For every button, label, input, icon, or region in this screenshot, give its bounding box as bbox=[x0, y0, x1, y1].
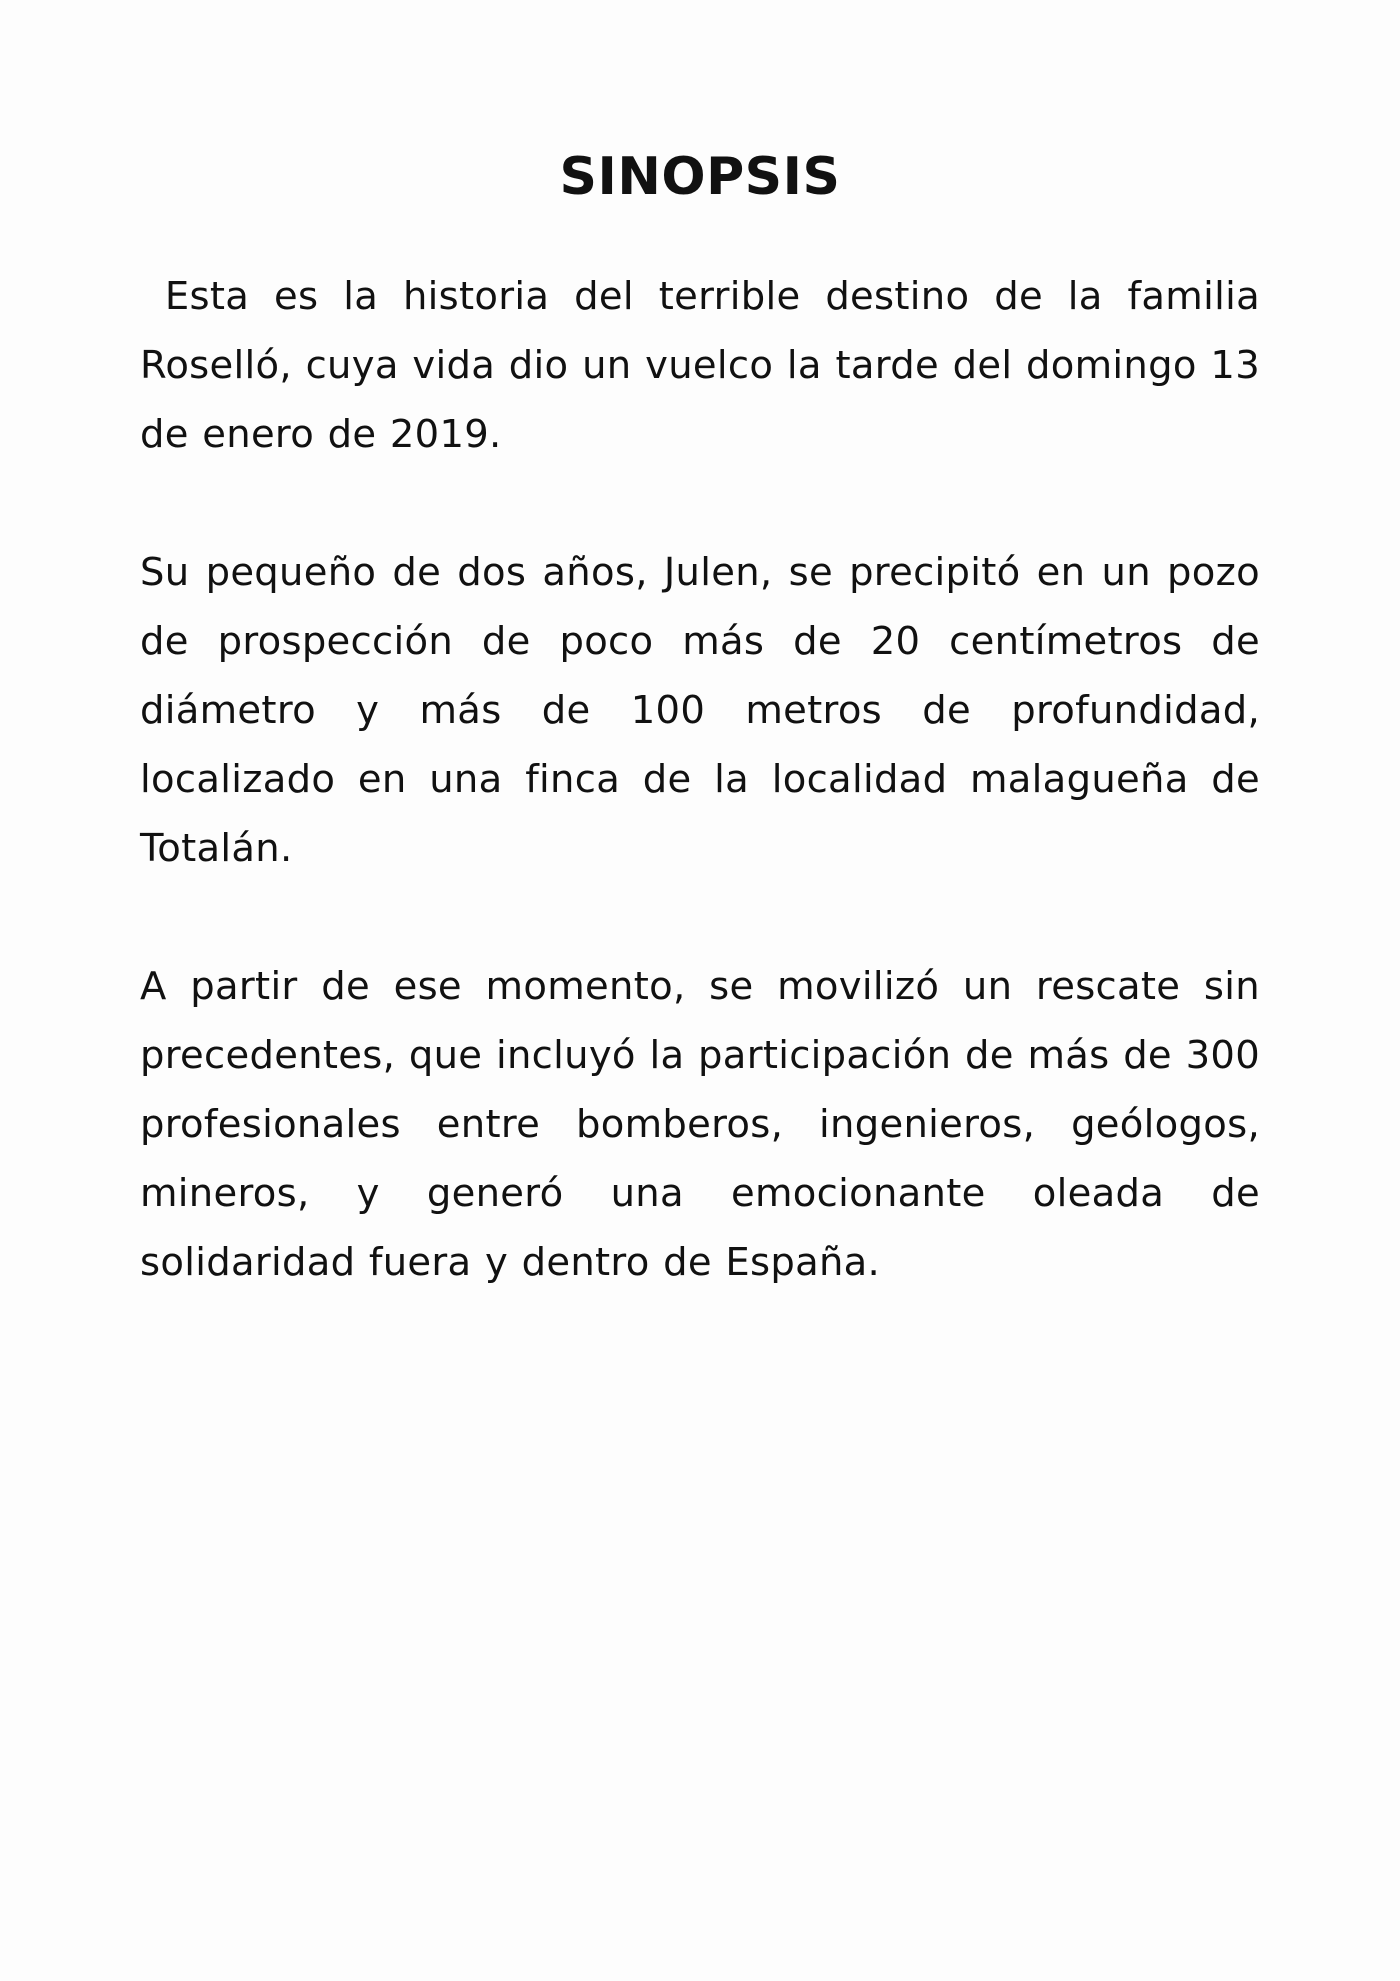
paragraph-intro: Esta es la historia del terrible destino de la familia Roselló, cuya vida dio un vuelco la tarde del domingo 13 de enero de 2019. bbox=[140, 274, 1274, 457]
paragraph-incident: Su pequeño de dos años, Julen, se precipitó en un pozo de prospección de poco más de 20 centímetros de diámetro y más de 100 metros de profundidad, localizado en una finca de la localidad malagueña de Totalán. bbox=[140, 550, 1260, 871]
page-title: SINOPSIS bbox=[559, 147, 841, 207]
paragraph-rescue: A partir de ese momento, se movilizó un rescate sin precedentes, que incluyó la participación de más de 300 profesionales entre bomberos, ingenieros, geólogos, mineros, y generó una emocionante oleada de solidaridad fuera y dentro de España. bbox=[140, 964, 1260, 1285]
synopsis-body bbox=[140, 262, 1274, 1366]
